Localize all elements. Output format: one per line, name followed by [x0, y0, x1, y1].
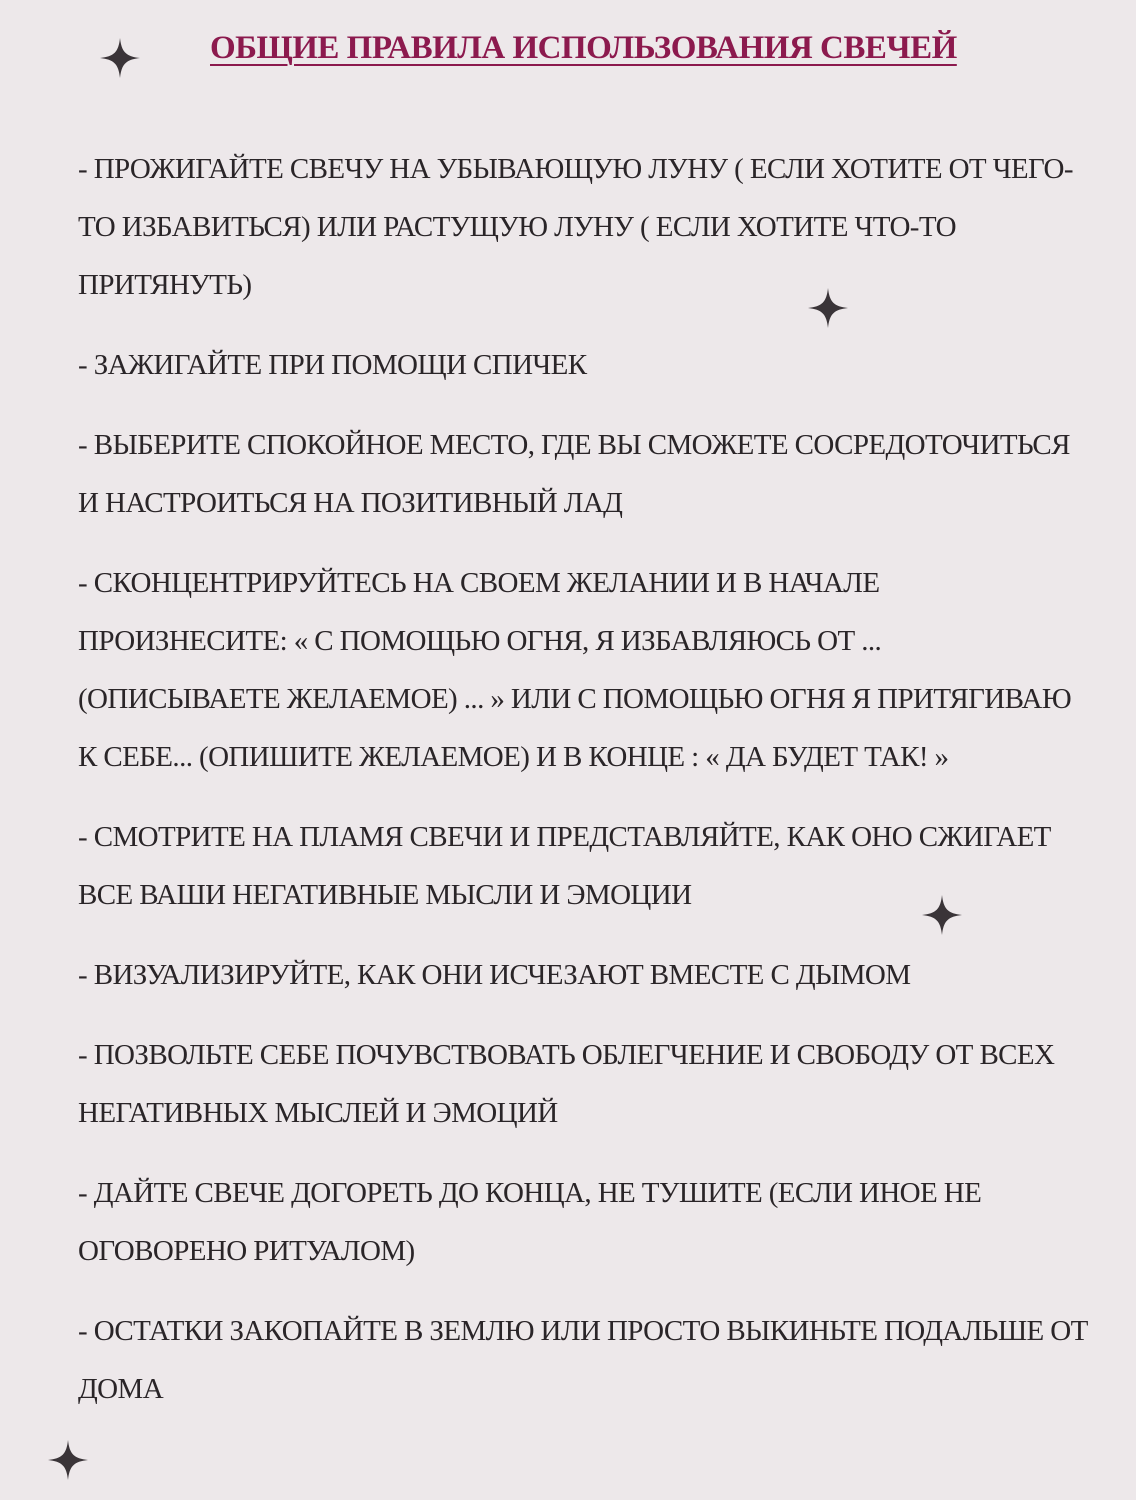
rule-item: - СМОТРИТЕ НА ПЛАМЯ СВЕЧИ И ПРЕДСТАВЛЯЙТЕ, КАК ОНО СЖИГАЕТ ВСЕ ВАШИ НЕГАТИВНЫЕ МЫСЛИ И ЭМОЦИИ — [78, 821, 1051, 911]
four-point-star-icon — [100, 38, 140, 78]
four-point-star-icon — [922, 895, 962, 935]
rules-list — [78, 140, 1088, 1440]
page-title: ОБЩИЕ ПРАВИЛА ИСПОЛЬЗОВАНИЯ СВЕЧЕЙ — [210, 30, 957, 66]
rule-item: - ПРОЖИГАЙТЕ СВЕЧУ НА УБЫВАЮЩУЮ ЛУНУ ( ЕСЛИ ХОТИТЕ ОТ ЧЕГО- ТО ИЗБАВИТЬСЯ) ИЛИ РАСТУЩУЮ ЛУНУ ( ЕСЛИ ХОТИТЕ ЧТО-ТО ПРИТЯНУТЬ) — [78, 153, 1073, 301]
rule-item: - ОСТАТКИ ЗАКОПАЙТЕ В ЗЕМЛЮ ИЛИ ПРОСТО ВЫКИНЬТЕ ПОДАЛЬШЕ ОТ ДОМА — [78, 1315, 1088, 1405]
rule-item: - ЗАЖИГАЙТЕ ПРИ ПОМОЩИ СПИЧЕК — [78, 349, 587, 381]
rule-item: - ВИЗУАЛИЗИРУЙТЕ, КАК ОНИ ИСЧЕЗАЮТ ВМЕСТЕ С ДЫМОМ — [78, 959, 911, 991]
four-point-star-icon — [808, 288, 848, 328]
rule-item: - ВЫБЕРИТЕ СПОКОЙНОЕ МЕСТО, ГДЕ ВЫ СМОЖЕТЕ СОСРЕДОТОЧИТЬСЯ И НАСТРОИТЬСЯ НА ПОЗИТИВНЫЙ ЛАД — [78, 429, 1070, 519]
four-point-star-icon — [48, 1440, 88, 1480]
rule-item: - ПОЗВОЛЬТЕ СЕБЕ ПОЧУВСТВОВАТЬ ОБЛЕГЧЕНИЕ И СВОБОДУ ОТ ВСЕХ НЕГАТИВНЫХ МЫСЛЕЙ И ЭМОЦИЙ — [78, 1039, 1055, 1129]
rule-item: - ДАЙТЕ СВЕЧЕ ДОГОРЕТЬ ДО КОНЦА, НЕ ТУШИТЕ (ЕСЛИ ИНОЕ НЕ ОГОВОРЕНО РИТУАЛОМ) — [78, 1177, 982, 1267]
rule-item: - СКОНЦЕНТРИРУЙТЕСЬ НА СВОЕМ ЖЕЛАНИИ И В НАЧАЛЕ ПРОИЗНЕСИТЕ: « С ПОМОЩЬЮ ОГНЯ, Я ИЗБАВЛЯЮСЬ ОТ ... (ОПИСЫВАЕТЕ ЖЕЛАЕМОЕ) ... » ИЛИ С ПОМОЩЬЮ ОГНЯ Я ПРИТЯГИВАЮ К СЕБЕ... (ОПИШИТЕ ЖЕЛАЕМОЕ) И В КОНЦЕ : « ДА БУДЕТ ТАК! » — [78, 567, 1072, 773]
